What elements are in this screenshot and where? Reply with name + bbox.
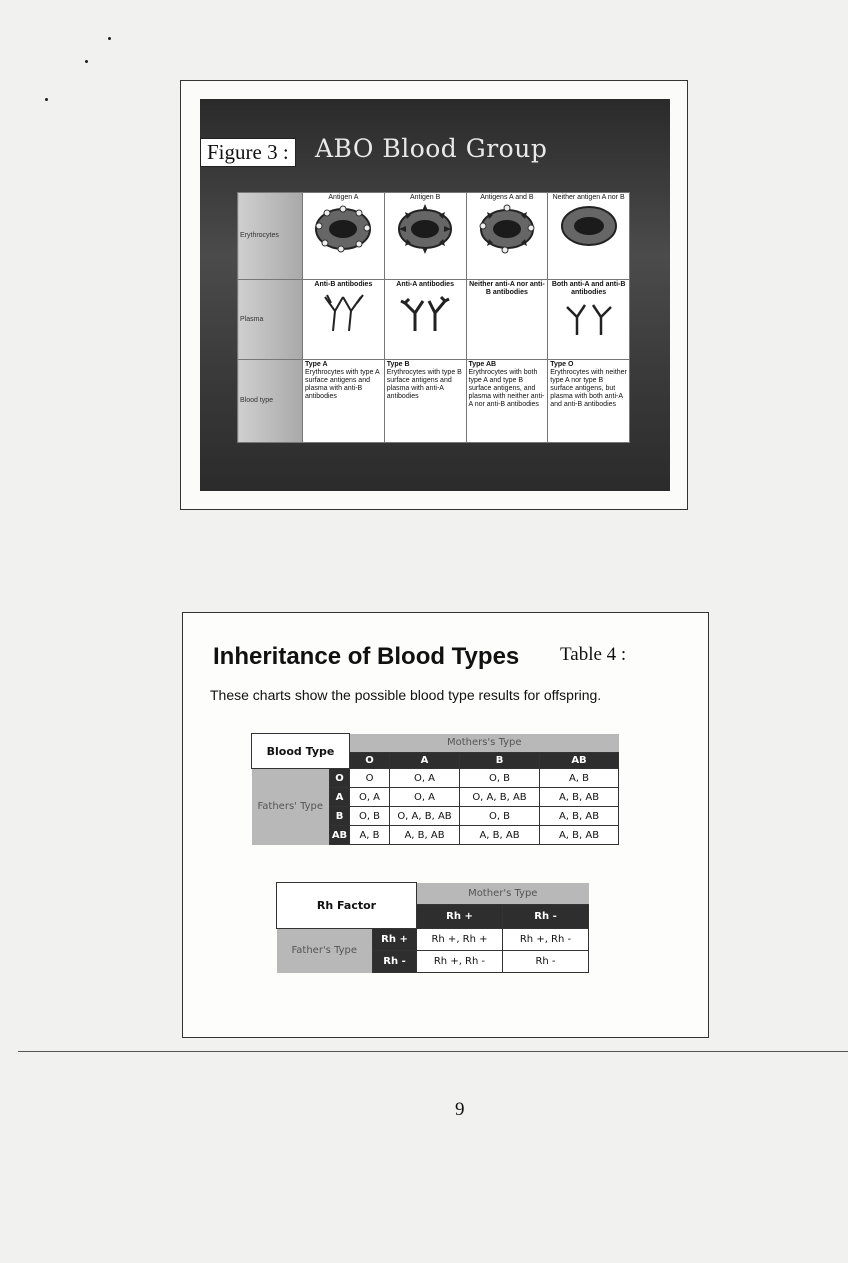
offspring-cell: Rh +, Rh - — [417, 951, 503, 973]
page-number: 9 — [455, 1099, 465, 1120]
rh-inheritance-table — [276, 882, 589, 973]
erythrocyte-ab-icon — [477, 204, 537, 254]
mother-type-a: A — [390, 753, 460, 769]
offspring-cell: A, B, AB — [540, 826, 619, 845]
blood-type-name: Type A — [305, 361, 328, 368]
offspring-cell: Rh +, Rh - — [503, 929, 589, 951]
blood-type-corner: Blood Type — [252, 734, 350, 769]
inheritance-title: Inheritance of Blood Types — [213, 643, 520, 670]
offspring-cell: O, A, B, AB — [390, 807, 460, 826]
offspring-cell: O — [350, 769, 390, 788]
abo-figure-grid — [237, 192, 630, 443]
row-label-erythrocytes: Erythrocytes — [238, 193, 303, 280]
inheritance-subtitle: These charts show the possible blood type results for offspring. — [210, 687, 602, 703]
mothers-type-header: Mothers's Type — [350, 734, 619, 753]
father-rh-positive: Rh + — [373, 929, 417, 951]
antigen-label: Antigen B — [409, 194, 441, 201]
row-label-plasma: Plasma — [238, 280, 303, 360]
offspring-cell: O, A — [350, 788, 390, 807]
blood-type-description: Erythrocytes with type B surface antigens and plasma with anti-A antibodies — [386, 369, 462, 400]
fathers-type-header: Fathers' Type — [252, 769, 330, 845]
offspring-cell: A, B, AB — [460, 826, 540, 845]
speck — [85, 60, 88, 63]
row-label-blood-type: Blood type — [238, 360, 303, 443]
antibody-label: Anti-A antibodies — [396, 281, 454, 288]
antigen-label: Antigens A and B — [480, 194, 534, 201]
speck — [45, 98, 48, 101]
antibody-label: Both anti-A and anti-B antibodies — [551, 281, 626, 296]
antigen-label: Neither antigen A nor B — [552, 194, 625, 201]
blood-type-description: Erythrocytes with neither type A nor type B surface antigens, but plasma with both anti-A and anti-B antibodies — [550, 369, 627, 408]
mother-type-o: O — [350, 753, 390, 769]
blood-type-cell — [303, 360, 385, 443]
mothers-type-header: Mother's Type — [417, 883, 589, 905]
figure-cell — [384, 280, 466, 360]
abo-inheritance-table — [251, 733, 619, 845]
anti-b-antibody-icon — [313, 291, 373, 337]
blood-type-cell — [384, 360, 466, 443]
offspring-cell: A, B, AB — [390, 826, 460, 845]
rh-factor-corner: Rh Factor — [277, 883, 417, 929]
speck — [108, 37, 111, 40]
father-type-o: O — [330, 769, 350, 788]
mother-type-b: B — [460, 753, 540, 769]
table-label: Table 4 : — [560, 644, 627, 665]
father-rh-negative: Rh - — [373, 951, 417, 973]
offspring-cell: O, A, B, AB — [460, 788, 540, 807]
offspring-cell: Rh +, Rh + — [417, 929, 503, 951]
blood-type-name: Type O — [550, 361, 574, 368]
figure-cell — [548, 280, 630, 360]
offspring-cell: O, A — [390, 769, 460, 788]
father-type-b: B — [330, 807, 350, 826]
father-type-ab: AB — [330, 826, 350, 845]
erythrocyte-b-icon — [395, 204, 455, 254]
figure-cell — [303, 193, 385, 280]
blood-type-name: Type AB — [468, 361, 497, 368]
figure-cell — [303, 280, 385, 360]
erythrocyte-a-icon — [313, 204, 373, 254]
offspring-cell: A, B — [540, 769, 619, 788]
figure-cell — [548, 193, 630, 280]
blood-type-name: Type B — [386, 361, 410, 368]
offspring-cell: O, A — [390, 788, 460, 807]
offspring-cell: A, B — [350, 826, 390, 845]
antibody-label: Anti-B antibodies — [314, 281, 373, 288]
erythrocyte-o-icon — [559, 204, 619, 248]
blood-type-cell — [548, 360, 630, 443]
figure-cell — [384, 193, 466, 280]
mother-type-ab: AB — [540, 753, 619, 769]
antibody-label: Neither anti-A nor anti-B antibodies — [469, 281, 545, 296]
mother-rh-positive: Rh + — [417, 905, 503, 929]
blood-type-cell — [466, 360, 548, 443]
figure-cell — [466, 280, 548, 360]
figure-label: Figure 3 : — [200, 138, 296, 167]
offspring-cell: O, B — [460, 807, 540, 826]
figure-cell — [466, 193, 548, 280]
offspring-cell: O, B — [460, 769, 540, 788]
mother-rh-negative: Rh - — [503, 905, 589, 929]
anti-a-b-antibodies-icon — [559, 299, 619, 339]
blood-type-description: Erythrocytes with both type A and type B surface antigens, and plasma with neither anti-A nor anti-B antibodies — [468, 369, 545, 408]
offspring-cell: A, B, AB — [540, 807, 619, 826]
anti-a-antibody-icon — [395, 291, 455, 337]
figure-title: ABO Blood Group — [315, 134, 548, 163]
father-type-a: A — [330, 788, 350, 807]
offspring-cell: A, B, AB — [540, 788, 619, 807]
fathers-type-header: Father's Type — [277, 929, 373, 973]
offspring-cell: O, B — [350, 807, 390, 826]
footer-divider — [18, 1051, 848, 1052]
antigen-label: Antigen A — [328, 194, 359, 201]
blood-type-description: Erythrocytes with type A surface antigens and plasma with anti-B antibodies — [305, 369, 380, 400]
offspring-cell: Rh - — [503, 951, 589, 973]
